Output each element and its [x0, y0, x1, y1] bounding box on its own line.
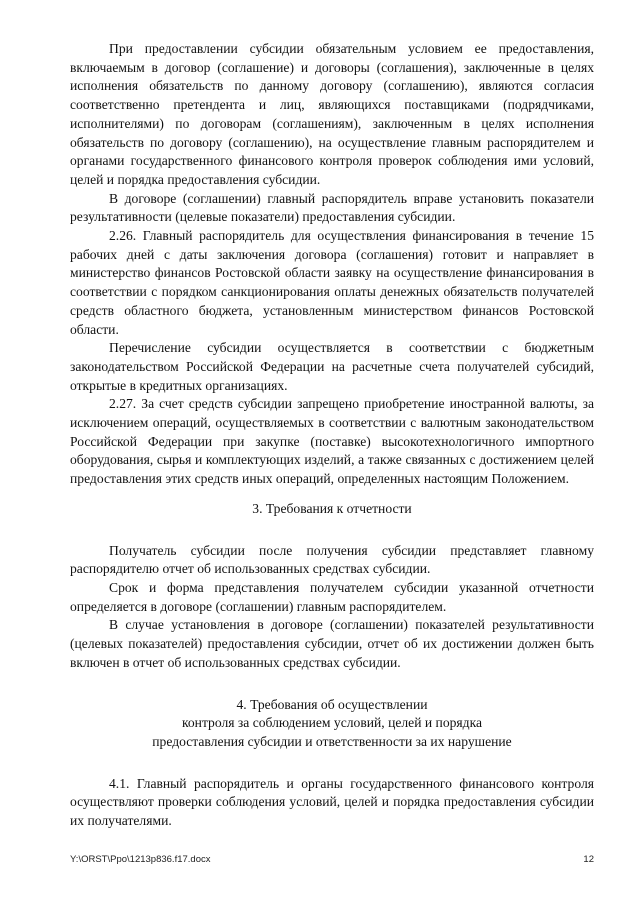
section-4: [70, 696, 594, 831]
document-page: [70, 40, 594, 831]
section-3: [70, 500, 594, 673]
spacer: [70, 752, 594, 775]
paragraph: Срок и форма представления получателем субсидии указанной отчетности определяется в договоре (соглашении) главным распорядителем.: [70, 579, 594, 614]
paragraph: В договоре (соглашении) главный распорядитель вправе установить показатели результативности (целевые показатели) предоставления субсидии.: [70, 190, 594, 225]
paragraph: В случае установления в договоре (соглашении) показателей результативности (целевых показателей) предоставления субсидии, отчет об их достижении должен быть включен в отчет об использованных средствах субсидии.: [70, 617, 594, 670]
spacer: [70, 519, 594, 542]
footer-file-path: Y:\ORST\Ppo\1213p836.f17.docx: [70, 854, 211, 865]
paragraph: При предоставлении субсидии обязательным условием ее предоставления, включаемым в договор (соглашение) и договоры (соглашения), заключенные в целях исполнения обязательств по данному договору (соглашению), являются согласия соответственно претендента и лиц, являющихся поставщиками (подрядчиками, исполнителями) по договорам (соглашениям), заключенным в целях исполнения обязательств по договору (соглашению), на осуществление главным распорядителем и органами государственного финансового контроля проверок соблюдения ими условий, целей и порядка предоставления субсидии.: [70, 41, 594, 187]
spacer: [70, 673, 594, 696]
page-number: 12: [583, 854, 594, 865]
section-heading: 4. Требования об осуществлении: [236, 696, 428, 712]
section-top: [70, 40, 594, 489]
paragraph: Получатель субсидии после получения субсидии представляет главному распорядителю отчет об использованных средствах субсидии.: [70, 542, 594, 577]
section-heading: 3. Требования к отчетности: [252, 500, 412, 516]
section-heading: контроля за соблюдением условий, целей и порядка: [181, 715, 483, 731]
section-heading: предоставления субсидии и ответственности за их нарушение: [152, 733, 512, 749]
paragraph: 4.1. Главный распорядитель и органы государственного финансового контроля осуществляют проверки соблюдения условий, целей и порядка предоставления субсидии их получателями.: [70, 775, 594, 829]
spacer: [70, 489, 594, 500]
paragraph: Перечисление субсидии осуществляется в соответствии с бюджетным законодательством Российской Федерации на расчетные счета получателей субсидий, открытые в кредитных организациях.: [70, 340, 594, 393]
paragraph: 2.27. За счет средств субсидии запрещено приобретение иностранной валюты, за исключением операций, осуществляемых в соответствии с валютным законодательством Российской Федерации при закупке (поставке) высокотехнологичного импортного оборудования, сырья и комплектующих изделий, а также связанных с достижением целей предоставления этих средств иных операций, определенных настоящим Положением.: [70, 396, 594, 487]
paragraph: 2.26. Главный распорядитель для осуществления финансирования в течение 15 рабочих дней с даты заключения договора (соглашения) готовит и направляет в министерство финансов Ростовской области заявку на осуществление финансирования в соответствии с порядком санкционирования оплаты денежных обязательств получателей средств областного бюджета, установленным министерством финансов Ростовской области.: [70, 228, 594, 337]
